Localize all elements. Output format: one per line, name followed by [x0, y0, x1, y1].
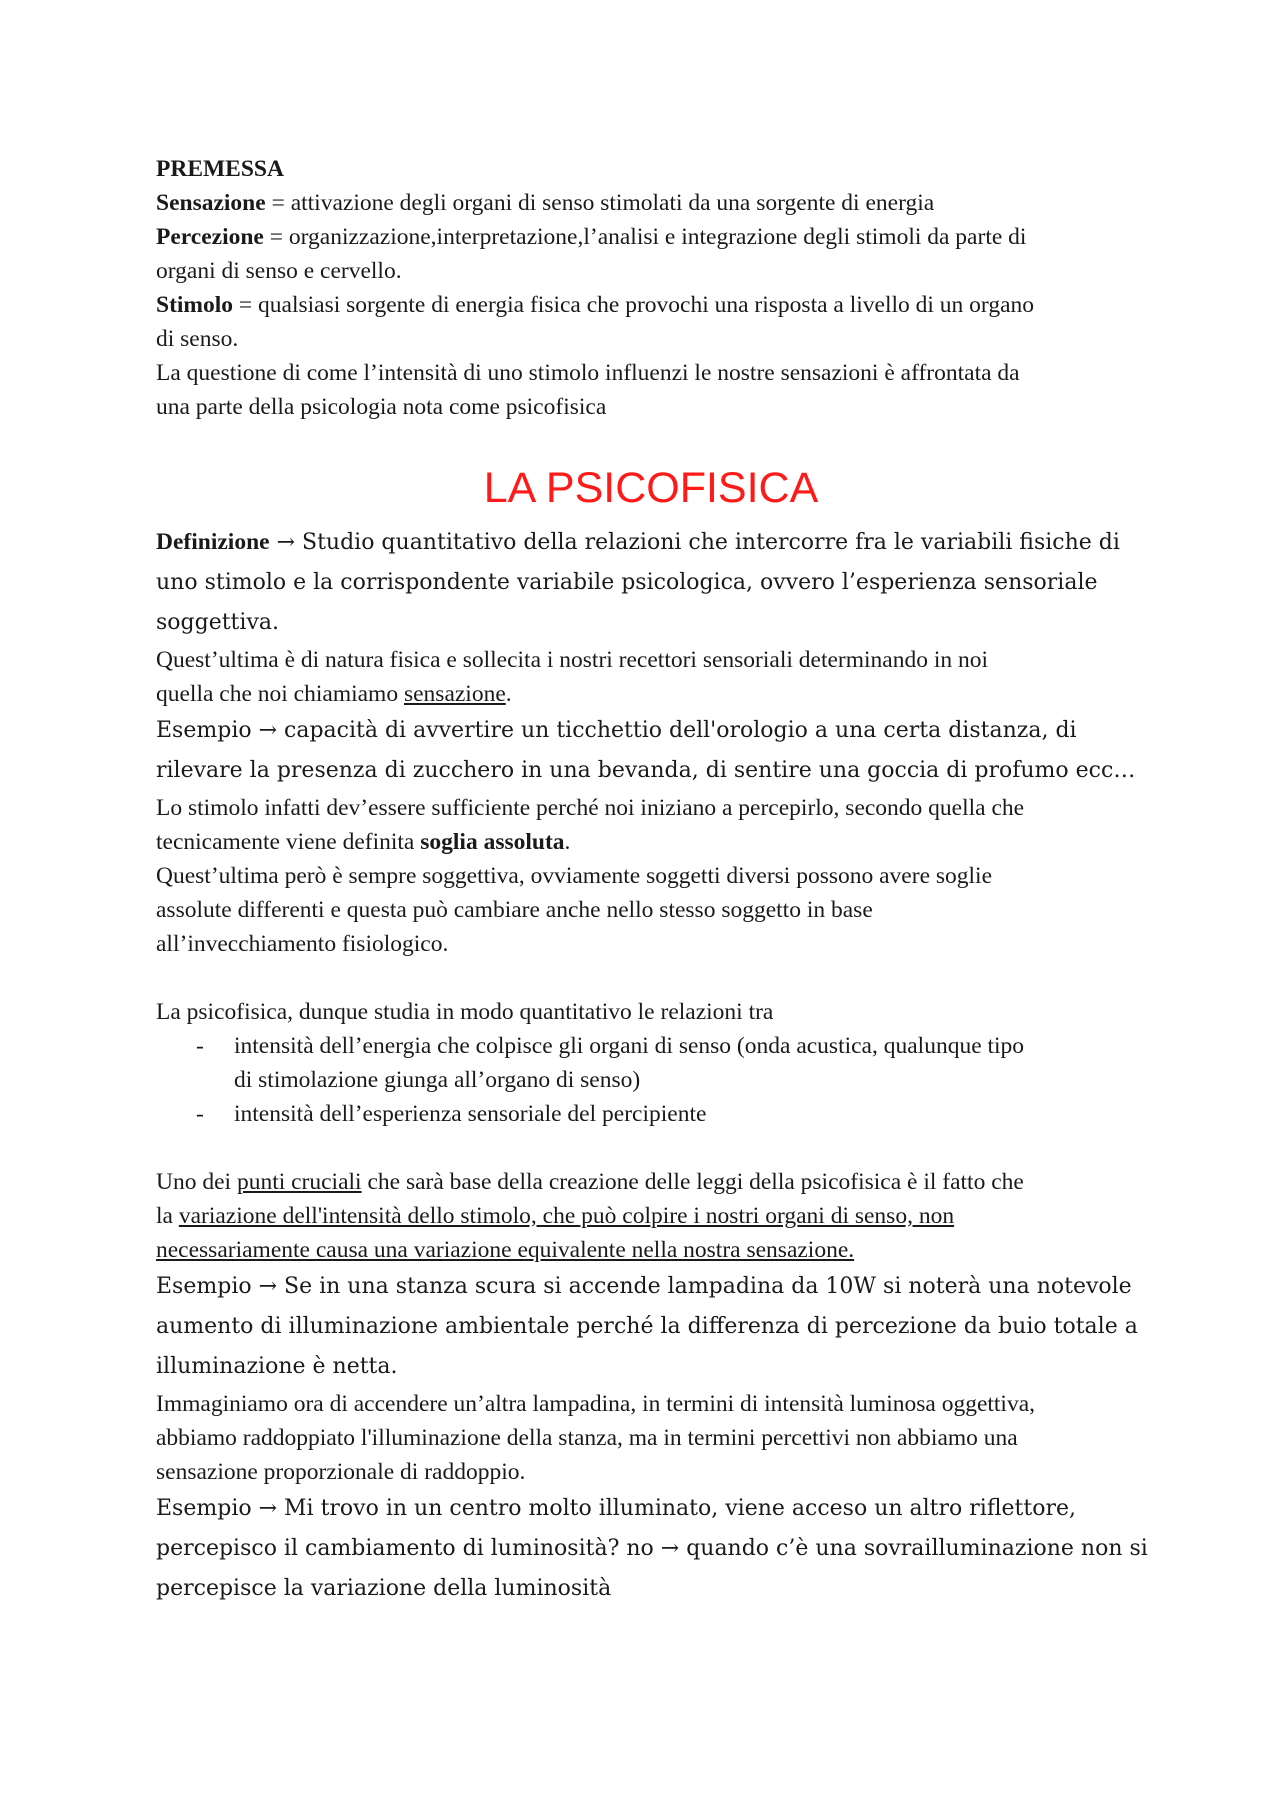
stimolo-definition: Stimolo = qualsiasi sorgente di energia fisica che provochi una risposta a livello di un organo — [156, 292, 1034, 318]
relations-list — [156, 1029, 1146, 1131]
section-title: LA PSICOFISICA — [483, 464, 819, 512]
studia-paragraph: La psicofisica, dunque studia in modo quantitativo le relazioni tra — [156, 999, 774, 1025]
esempio-2: Esempio → Se in una stanza scura si accende lampadina da 10W si noterà una notevole — [156, 1274, 1132, 1299]
questione-paragraph: La questione di come l’intensità di uno stimolo influenzi le nostre sensazioni è affrontata da — [156, 360, 1020, 386]
quest-paragraph-cont: quella che noi chiamiamo sensazione. — [156, 681, 512, 707]
soggettiva-paragraph-end: all’invecchiamento fisiologico. — [156, 931, 449, 957]
definizione-term: Definizione — [156, 529, 270, 555]
definizione-paragraph-end: soggettiva. — [156, 610, 279, 635]
premessa-heading: PREMESSA — [156, 156, 284, 182]
esempio-1-cont: rilevare la presenza di zucchero in una bevanda, di sentire una goccia di profumo ecc… — [156, 758, 1136, 783]
list-item-cont: di stimolazione giunga all’organo di senso) — [234, 1067, 641, 1093]
immaginiamo-paragraph: Immaginiamo ora di accendere un’altra lampadina, in termini di intensità luminosa oggettiva, — [156, 1391, 1036, 1417]
immaginiamo-paragraph-cont: abbiamo raddoppiato l'illuminazione della stanza, ma in termini percettivi non abbiamo una — [156, 1425, 1018, 1451]
immaginiamo-paragraph-end: sensazione proporzionale di raddoppio. — [156, 1459, 526, 1485]
stimolo-term: Stimolo — [156, 292, 234, 318]
esempio-3: Esempio → Mi trovo in un centro molto illuminato, viene acceso un altro riflettore, — [156, 1496, 1076, 1521]
percezione-definition: Percezione = organizzazione,interpretazione,l’analisi e integrazione degli stimoli da parte di — [156, 224, 1027, 250]
percezione-definition-cont: organi di senso e cervello. — [156, 258, 402, 284]
punti-cruciali-end — [156, 1233, 1146, 1267]
stimolo-definition-cont: di senso. — [156, 326, 239, 352]
percezione-term: Percezione — [156, 224, 264, 250]
soglia-assoluta-term: soglia assoluta — [420, 829, 565, 855]
esempio-1: Esempio → capacità di avvertire un ticchettio dell'orologio a una certa distanza, di — [156, 718, 1077, 743]
esempio-3-end: percepisce la variazione della luminosità — [156, 1576, 612, 1601]
sensazione-definition: Sensazione = attivazione degli organi di senso stimolati da una sorgente di energia — [156, 190, 935, 216]
sensazione-term: Sensazione — [156, 190, 266, 216]
esempio-2-end: illuminazione è netta. — [156, 1354, 398, 1379]
list-item: - intensità dell’esperienza sensoriale del percipiente — [196, 1101, 707, 1127]
soggettiva-paragraph-cont: assolute differenti e questa può cambiare anche nello stesso soggetto in base — [156, 897, 873, 923]
document-page — [156, 152, 1146, 1609]
esempio-3-cont: percepisco il cambiamento di luminosità? no → quando c’è una sovrailluminazione non si — [156, 1536, 1148, 1561]
variazione-underlined: variazione dell'intensità dello stimolo, che può colpire i nostri organi di senso, non — [178, 1203, 955, 1229]
variazione-underlined-cont: necessariamente causa una variazione equivalente nella nostra sensazione. — [156, 1237, 855, 1263]
soglia-paragraph: Lo stimolo infatti dev’essere sufficiente perché noi iniziano a percepirlo, secondo quella che — [156, 795, 1025, 821]
definizione-paragraph-cont: uno stimolo e la corrispondente variabile psicologica, ovvero l’esperienza sensoriale — [156, 570, 1098, 595]
soglia-paragraph-cont: tecnicamente viene definita soglia assoluta. — [156, 829, 571, 855]
punti-cruciali-paragraph: Uno dei punti cruciali che sarà base della creazione delle leggi della psicofisica è il fatto che — [156, 1169, 1024, 1195]
questione-paragraph-cont: una parte della psicologia nota come psicofisica — [156, 394, 607, 420]
punti-cruciali-cont: la variazione dell'intensità dello stimolo, che può colpire i nostri organi di senso, non — [156, 1203, 955, 1229]
list-item: - intensità dell’energia che colpisce gli organi di senso (onda acustica, qualunque tipo — [196, 1033, 1025, 1059]
quest-paragraph: Quest’ultima è di natura fisica e sollecita i nostri recettori sensoriali determinando in noi — [156, 647, 989, 673]
definizione-paragraph: Definizione → Studio quantitativo della relazioni che intercorre fra le variabili fisiche di — [156, 529, 1120, 555]
soggettiva-paragraph: Quest’ultima però è sempre soggettiva, ovviamente soggetti diversi possono avere soglie — [156, 863, 993, 889]
sensazione-underlined: sensazione — [403, 681, 506, 707]
esempio-2-cont: aumento di illuminazione ambientale perché la differenza di percezione da buio totale a — [156, 1314, 1138, 1339]
punti-cruciali-underlined: punti cruciali — [236, 1169, 362, 1195]
